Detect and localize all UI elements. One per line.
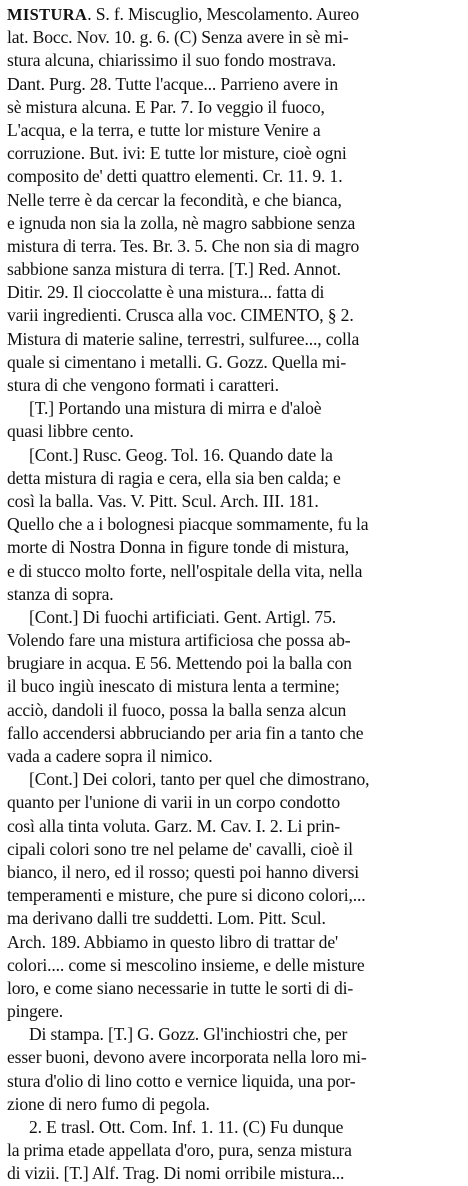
entry-line: loro, e come siano necessarie in tutte le sorti di di- xyxy=(7,977,354,998)
entry-line: Di stampa. [T.] G. Gozz. Gl'inchiostri che, per xyxy=(29,1024,348,1045)
entry-line: stura alcuna, chiarissimo il suo fondo mostrava. xyxy=(7,50,336,71)
headword: MISTURA xyxy=(7,5,88,24)
entry-line: così alla tinta voluta. Garz. M. Cav. I. 2. Li prin- xyxy=(7,815,341,836)
entry-line: stura d'olio di lino cotto e vernice liquida, una por- xyxy=(7,1070,356,1091)
entry-line: acciò, dandoli il fuoco, possa la balla senza alcun xyxy=(7,699,347,720)
entry-line: composito de' detti quattro elementi. Cr. 11. 9. 1. xyxy=(7,166,343,187)
entry-line: fallo accendersi abbruciando per aria fin a tanto che xyxy=(7,722,364,743)
entry-line: di vizii. [T.] Alf. Trag. Di nomi orribile mistura... xyxy=(7,1163,345,1184)
entry-line: così la balla. Vas. V. Pitt. Scul. Arch. III. 181. xyxy=(7,490,319,511)
entry-line: mistura di terra. Tes. Br. 3. 5. Che non sia di magro xyxy=(7,235,360,256)
entry-line: morte di Nostra Donna in figure tonde di mistura, xyxy=(7,537,350,558)
entry-line: stura di che vengono formati i caratteri. xyxy=(7,375,279,395)
entry-line: detta mistura di ragia e cera, ella sia ben calda; e xyxy=(7,467,341,488)
line-text: . S. f. Miscuglio, Mescolamento. Aureo xyxy=(87,4,360,24)
entry-line: [Cont.] Dei colori, tanto per quel che dimostrano, xyxy=(29,769,370,790)
entry-line: lat. Bocc. Nov. 10. g. 6. (C) Senza avere in sè mi- xyxy=(7,27,349,48)
entry-line: Nelle terre è da cercar la fecondità, e che bianca, xyxy=(7,189,342,210)
entry-line: Quello che a i bolognesi piacque sommamente, fu la xyxy=(7,514,369,535)
entry-line: colori.... come si mescolino insieme, e delle misture xyxy=(7,954,365,975)
entry-line: sè mistura alcuna. E Par. 7. Io veggio il fuoco, xyxy=(7,96,325,117)
entry-line: zione di nero fumo di pegola. xyxy=(7,1093,210,1114)
entry-line: Ditir. 29. Il cioccolatte è una mistura... fatta di xyxy=(7,282,325,303)
entry-line: la prima etade appellata d'oro, pura, senza mistura xyxy=(7,1140,352,1161)
entry-line: quanto per l'unione di varii in un corpo condotto xyxy=(7,792,340,813)
entry-line: temperamenti e misture, che pure si dicono colori,... xyxy=(7,885,366,906)
entry-line: quale si cimentano i metalli. G. Gozz. Quella mi- xyxy=(7,351,347,372)
entry-line: cipali colori sono tre nel pelame de' cavalli, cioè il xyxy=(7,838,353,859)
entry-line: brugiare in acqua. E 56. Mettendo poi la balla con xyxy=(7,653,352,674)
entry-line: [Cont.] Di fuochi artificiati. Gent. Artigl. 75. xyxy=(29,606,336,627)
entry-line: e ignuda non sia la zolla, nè magro sabbione senza xyxy=(7,212,356,233)
entry-line: stanza di sopra. xyxy=(7,583,114,604)
entry-line: quasi libbre cento. xyxy=(7,421,134,442)
entry-line: Mistura di materie saline, terrestri, sulfuree..., colla xyxy=(7,328,360,349)
entry-line: [T.] Portando una mistura di mirra e d'aloè xyxy=(29,398,322,419)
entry-line: varii ingredienti. Crusca alla voc. CIMENTO, § 2. xyxy=(7,305,354,326)
entry-line: e di stucco molto forte, nell'ospitale della vita, nella xyxy=(7,560,363,581)
entry-line: il buco ingiù inescato di mistura lenta a termine; xyxy=(7,676,340,697)
entry-line: pingere. xyxy=(7,1001,63,1022)
entry-line: 2. E trasl. Ott. Com. Inf. 1. 11. (C) Fu dunque xyxy=(29,1117,344,1137)
entry-line: vada a cadere sopra il nimico. xyxy=(7,746,213,766)
entry-line xyxy=(7,3,463,26)
entry-line: sabbione sanza mistura di terra. [T.] Red. Annot. xyxy=(7,259,341,280)
entry-line: ma derivano dalli tre suddetti. Lom. Pitt. Scul. xyxy=(7,908,326,929)
entry-line: Arch. 189. Abbiamo in questo libro di trattar de' xyxy=(7,931,339,952)
entry-line: L'acqua, e la terra, e tutte lor misture Venire a xyxy=(7,119,321,140)
entry-line: [Cont.] Rusc. Geog. Tol. 16. Quando date la xyxy=(29,444,333,465)
entry-line: esser buoni, devono avere incorporata nella loro mi- xyxy=(7,1047,367,1068)
entry-line: Volendo fare una mistura artificiosa che possa ab- xyxy=(7,630,351,651)
entry-line: corruzione. But. ivi: E tutte lor misture, cioè ogni xyxy=(7,143,347,164)
entry-line: Dant. Purg. 28. Tutte l'acque... Parrieno avere in xyxy=(7,73,339,94)
entry-line: bianco, il nero, ed il rosso; questi poi hanno diversi xyxy=(7,861,360,882)
